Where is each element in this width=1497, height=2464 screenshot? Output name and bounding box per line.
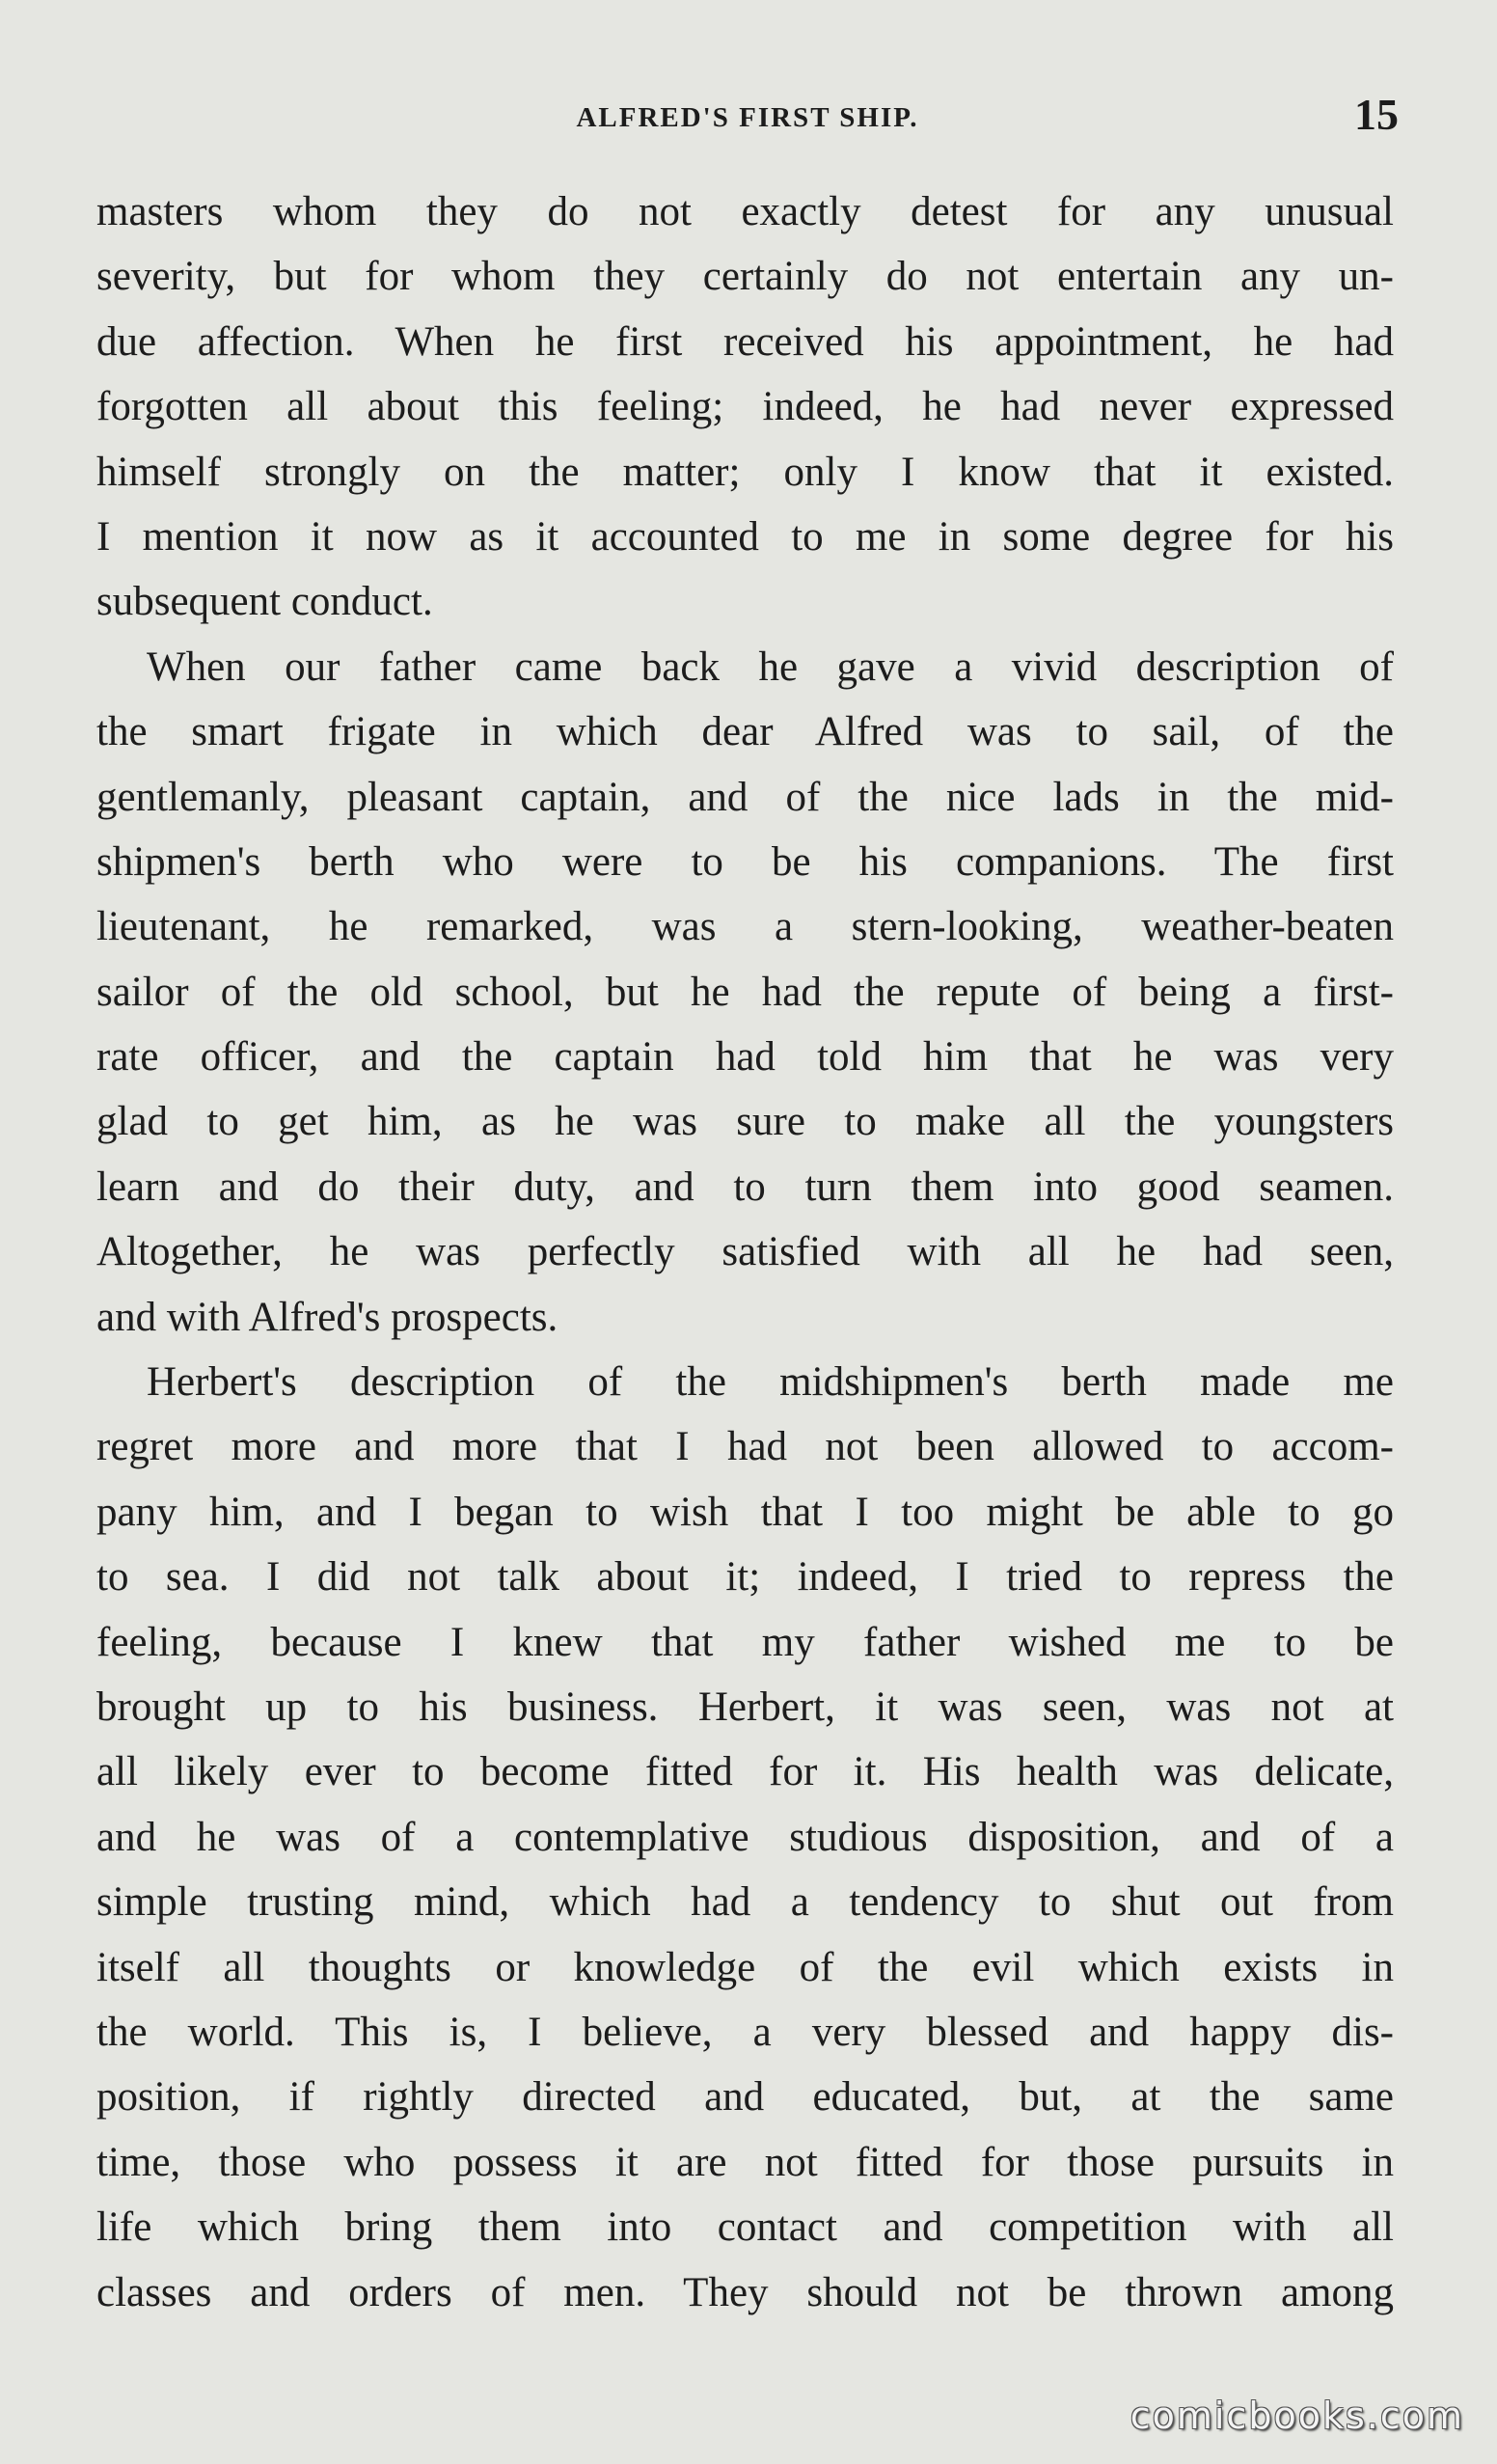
text-line: learn and do their duty, and to turn them into good seamen. bbox=[96, 1164, 1394, 1210]
text-line: time, those who possess it are not fitted for those pursuits in bbox=[96, 2139, 1394, 2185]
text-line: masters whom they do not exactly detest for any unusual bbox=[96, 189, 1394, 234]
text-line: position, if rightly directed and educated, but, at the same bbox=[96, 2074, 1394, 2121]
text-line: Herbert's description of the midshipmen's berth made me bbox=[147, 1359, 1394, 1406]
text-line: and with Alfred's prospects. bbox=[96, 1294, 558, 1340]
page-header bbox=[96, 89, 1399, 147]
text-line: all likely ever to become fitted for it. His health was delicate, bbox=[96, 1749, 1394, 1795]
text-line: the world. This is, I believe, a very blessed and happy dis- bbox=[96, 2009, 1394, 2055]
text-line: glad to get him, as he was sure to make all the youngsters bbox=[96, 1099, 1394, 1145]
text-line: feeling, because I knew that my father wished me to be bbox=[96, 1619, 1394, 1665]
page-number: 15 bbox=[1354, 90, 1399, 139]
text-line: sailor of the old school, but he had the repute of being a first- bbox=[96, 969, 1394, 1015]
text-line: himself strongly on the matter; only I know that it existed. bbox=[96, 449, 1394, 495]
running-title: ALFRED'S FIRST SHIP. bbox=[576, 102, 919, 133]
text-line: to sea. I did not talk about it; indeed, I tried to repress the bbox=[96, 1554, 1394, 1601]
text-line: I mention it now as it accounted to me in some degree for his bbox=[96, 513, 1394, 560]
text-line: and he was of a contemplative studious disposition, and of a bbox=[96, 1814, 1394, 1860]
body-text bbox=[96, 179, 1394, 2325]
text-line: itself all thoughts or knowledge of the evil which exists in bbox=[96, 1944, 1394, 1990]
text-line: rate officer, and the captain had told him that he was very bbox=[96, 1034, 1394, 1081]
text-line: regret more and more that I had not been allowed to accom- bbox=[96, 1424, 1394, 1470]
text-line: Altogether, he was perfectly satisfied with all he had seen, bbox=[96, 1229, 1394, 1275]
text-line: classes and orders of men. They should not be thrown among bbox=[96, 2269, 1394, 2315]
text-line: brought up to his business. Herbert, it was seen, was not at bbox=[96, 1684, 1394, 1730]
watermark: comicbooks.com bbox=[1130, 2395, 1464, 2437]
text-line: pany him, and I began to wish that I too might be able to go bbox=[96, 1489, 1394, 1535]
text-line: subsequent conduct. bbox=[96, 579, 433, 625]
text-line: forgotten all about this feeling; indeed, he had never expressed bbox=[96, 384, 1394, 430]
text-line: life which bring them into contact and competition with all bbox=[96, 2204, 1394, 2251]
text-line: shipmen's berth who were to be his companions. The first bbox=[96, 838, 1394, 885]
text-line: the smart frigate in which dear Alfred was to sail, of the bbox=[96, 709, 1394, 755]
text-line: lieutenant, he remarked, was a stern-looking, weather-beaten bbox=[96, 904, 1394, 950]
text-line: due affection. When he first received his appointment, he had bbox=[96, 318, 1394, 365]
text-line: simple trusting mind, which had a tendency to shut out from bbox=[96, 1879, 1394, 1926]
text-line: gentlemanly, pleasant captain, and of the nice lads in the mid- bbox=[96, 774, 1394, 820]
text-line: severity, but for whom they certainly do not entertain any un- bbox=[96, 254, 1394, 300]
text-line: When our father came back he gave a vivid description of bbox=[147, 643, 1394, 690]
